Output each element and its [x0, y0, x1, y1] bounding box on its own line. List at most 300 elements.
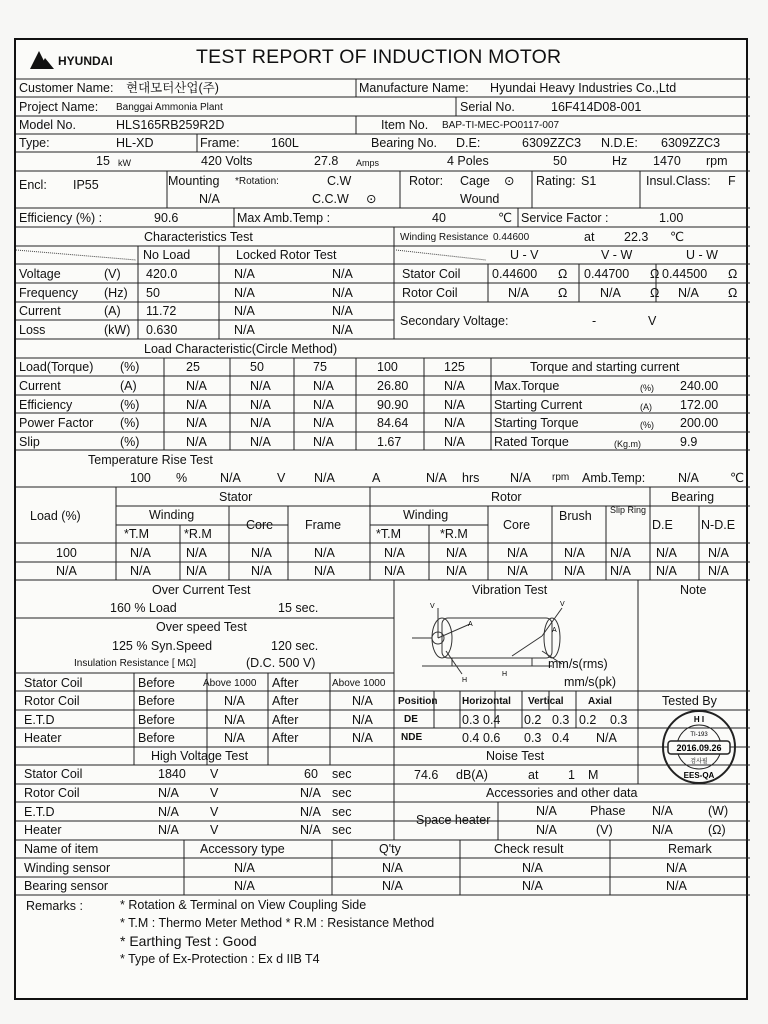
noise-distance-unit: M — [588, 768, 599, 782]
manufacturer-value: Hyundai Heavy Industries Co.,Ltd — [490, 81, 677, 95]
rotor-tm-header: *T.M — [376, 527, 401, 541]
insulation-before-label: Before — [138, 731, 175, 745]
space-heater-cell: N/A — [536, 823, 557, 837]
load-row-label: Slip — [19, 435, 40, 449]
load-cell: 1.67 — [377, 435, 402, 449]
insulation-after-value: N/A — [352, 731, 373, 745]
temp-rise-cell: N/A — [56, 564, 77, 578]
temp-rise-title: Temperature Rise Test — [88, 453, 213, 467]
noise-distance: 1 — [568, 768, 575, 782]
project-value: Banggai Ammonia Plant — [116, 102, 223, 113]
temp-rise-cell: N/A — [656, 564, 677, 578]
vib-position: DE — [404, 714, 418, 725]
load-cell: N/A — [313, 416, 334, 430]
insul-label: Insul.Class: — [646, 174, 711, 188]
vib-value: 0.3 — [552, 713, 570, 727]
temp-rise-line-item: Amb.Temp: — [582, 471, 646, 485]
char-row-unit: (V) — [104, 267, 121, 281]
stamp-date: 2016.09.26 — [676, 743, 722, 753]
stator-winding-header: Winding — [149, 508, 195, 522]
load-cell: N/A — [186, 435, 207, 449]
item-label: Item No. — [381, 118, 429, 132]
model-value: HLS165RB259R2D — [116, 118, 225, 132]
temp-rise-line-item: N/A — [314, 471, 335, 485]
insulation-before-label: Before — [138, 713, 175, 727]
load-cell: N/A — [444, 379, 465, 393]
stator-core-header: Core — [246, 518, 274, 532]
char-row-unit: (A) — [104, 304, 121, 318]
insulation-row-label: Stator Coil — [24, 676, 83, 690]
col-uw: U - W — [686, 248, 718, 262]
model-label: Model No. — [19, 118, 76, 132]
temp-rise-line-item: % — [176, 471, 188, 485]
test-report-sheet — [14, 38, 748, 1000]
high-voltage-title: High Voltage Test — [151, 749, 249, 763]
items-header: Accessory type — [200, 842, 285, 856]
noise-at: at — [528, 768, 539, 782]
col-locked-rotor: Locked Rotor Test — [236, 248, 337, 262]
torque-row-unit: (Kg.m) — [614, 439, 641, 449]
brush-header: Brush — [559, 509, 592, 523]
torque-row-value: 9.9 — [680, 435, 698, 449]
stator-coil-resistance: 0.44700 — [584, 267, 630, 281]
char-noload-value: 11.72 — [146, 304, 177, 318]
inspection-stamp-icon — [660, 708, 738, 786]
rotation-label: *Rotation: — [235, 176, 279, 187]
char-locked-value-1: N/A — [234, 304, 255, 318]
char-row-label: Loss — [19, 323, 46, 337]
insulation-after-value: N/A — [352, 694, 373, 708]
load-row-unit: (%) — [120, 360, 140, 374]
remark-line: * Earthing Test : Good — [120, 933, 257, 949]
load-row-label: Efficiency — [19, 398, 73, 412]
torque-row-value: 172.00 — [680, 398, 719, 412]
service-factor-label: Service Factor : — [521, 211, 609, 225]
temp-rise-cell: N/A — [564, 546, 585, 560]
rotor-label: Rotor: — [409, 174, 444, 188]
load-cell: 25 — [186, 360, 200, 374]
table-grid-lines — [16, 40, 750, 1002]
insulation-after-value: N/A — [352, 713, 373, 727]
temp-rise-line-item: N/A — [678, 471, 699, 485]
remark-line: * Rotation & Terminal on View Coupling Side — [120, 898, 367, 912]
max-amb-value: 40 — [432, 211, 446, 225]
load-row-label: Power Factor — [19, 416, 94, 430]
project-label: Project Name: — [19, 100, 99, 114]
rating-label: Rating: — [536, 174, 576, 188]
stator-coil-resistance: 0.44600 — [492, 267, 538, 281]
de-value: 6309ZZC3 — [522, 136, 582, 150]
temp-rise-line-item: rpm — [552, 472, 570, 483]
type-label: Type: — [19, 136, 50, 150]
hv-voltage-unit: V — [210, 823, 219, 837]
temp-rise-cell: N/A — [507, 564, 528, 578]
hv-voltage: N/A — [158, 786, 179, 800]
rotor-coil-resistance: N/A — [678, 286, 699, 300]
insulation-before-value: N/A — [224, 694, 245, 708]
hv-row-label: E.T.D — [24, 805, 55, 819]
space-heater-cell: N/A — [652, 804, 673, 818]
char-row-unit: (Hz) — [104, 286, 128, 300]
char-noload-value: 420.0 — [146, 267, 178, 281]
serial-label: Serial No. — [460, 100, 515, 114]
insulation-after-label: After — [272, 694, 299, 708]
rotor-coil-resistance: N/A — [508, 286, 529, 300]
char-row-label: Voltage — [19, 267, 61, 281]
insulation-row-label: Rotor Coil — [24, 694, 80, 708]
items-cell: N/A — [382, 861, 403, 875]
rotor-cage: Cage — [460, 174, 490, 188]
hyundai-logo-icon — [28, 49, 56, 71]
vib-value: 0.2 — [524, 713, 542, 727]
vib-col-axial: Axial — [588, 696, 612, 707]
ccw-selected-icon: ⊙ — [366, 192, 377, 206]
insul-value: F — [728, 174, 736, 188]
brand-name: HYUNDAI — [58, 54, 113, 68]
items-cell: N/A — [234, 861, 255, 875]
hz-unit: Hz — [612, 154, 628, 168]
temp-rise-line-item: N/A — [426, 471, 447, 485]
char-locked-value-1: N/A — [234, 267, 255, 281]
load-cell: N/A — [313, 379, 334, 393]
hz-value: 50 — [553, 154, 567, 168]
stator-frame-header: Frame — [305, 518, 342, 532]
insulation-before-label: Before — [138, 676, 175, 690]
stamp-top: H I — [693, 715, 705, 724]
drawing-label-v1: V — [430, 603, 435, 610]
hv-row-label: Stator Coil — [24, 767, 83, 781]
page-title: TEST REPORT OF INDUCTION MOTOR — [196, 46, 562, 68]
tested-by-label: Tested By — [662, 694, 717, 708]
temp-rise-line-item: hrs — [462, 471, 480, 485]
temp-rise-cell: 100 — [56, 546, 77, 560]
insulation-before-value: N/A — [224, 713, 245, 727]
insulation-row-label: E.T.D — [24, 713, 55, 727]
secondary-voltage-value: - — [592, 314, 597, 328]
bearing-nde-header: N-D.E — [701, 518, 736, 532]
serial-value: 16F414D08-001 — [551, 100, 642, 114]
note-label: Note — [680, 583, 707, 597]
vib-col-vertical: Vertical — [528, 696, 564, 707]
insulation-before-value: N/A — [224, 731, 245, 745]
space-heater-cell: Phase — [590, 804, 626, 818]
insulation-before-label: Before — [138, 694, 175, 708]
at-label: at — [584, 230, 595, 244]
temp-rise-cell: N/A — [564, 564, 585, 578]
noise-value: 74.6 — [414, 768, 439, 782]
frame-label: Frame: — [200, 136, 240, 150]
temp-rise-cell: N/A — [186, 546, 207, 560]
vib-value: 0.3 — [462, 713, 480, 727]
vib-value: 0.4 — [462, 731, 480, 745]
temp-rise-cell: N/A — [384, 564, 405, 578]
torque-row-unit: (%) — [640, 420, 654, 430]
torque-title: Torque and starting current — [530, 360, 680, 374]
drawing-label-h2: H — [502, 671, 508, 678]
torque-row-label: Starting Torque — [494, 416, 579, 430]
load-cell: N/A — [444, 398, 465, 412]
drawing-label-h1: H — [462, 677, 468, 684]
over-speed-time: 120 sec. — [271, 639, 319, 653]
load-cell: 100 — [377, 360, 398, 374]
vib-value: 0.4 — [483, 713, 501, 727]
insulation-before-value: Above 1000 — [203, 678, 257, 689]
over-current-title: Over Current Test — [152, 583, 251, 597]
items-cell: N/A — [234, 879, 255, 893]
mounting-value: N/A — [199, 192, 220, 206]
items-cell: Winding sensor — [24, 861, 111, 875]
rating-value: S1 — [581, 174, 597, 188]
vib-col-horizontal: Horizontal — [462, 696, 511, 707]
temp-rise-cell: N/A — [130, 546, 151, 560]
kw-unit: kW — [118, 158, 131, 168]
load-cell: 84.64 — [377, 416, 409, 430]
temp-rise-line-item: N/A — [220, 471, 241, 485]
ohm-unit: Ω — [558, 267, 568, 281]
temp-rise-cell: N/A — [507, 546, 528, 560]
vib-value: N/A — [596, 731, 617, 745]
col-uv: U - V — [510, 248, 539, 262]
efficiency-value: 90.6 — [154, 211, 179, 225]
torque-row-unit: (A) — [640, 402, 652, 412]
de-label: D.E: — [456, 136, 481, 150]
insulation-after-label: After — [272, 676, 299, 690]
ccw-label: C.C.W — [312, 192, 349, 206]
remarks-label: Remarks : — [26, 899, 83, 913]
temp-rise-cell: N/A — [708, 546, 729, 560]
load-row-unit: (%) — [120, 416, 140, 430]
space-heater-cell: (Ω) — [708, 823, 726, 837]
temp-rise-cell: N/A — [610, 564, 631, 578]
poles-value: 4 Poles — [447, 154, 489, 168]
load-cell: N/A — [313, 435, 334, 449]
cw-label: C.W — [327, 174, 352, 188]
load-cell: N/A — [250, 416, 271, 430]
bearing-de-header: D.E — [652, 518, 673, 532]
winding-resistance-label: Winding Resistance — [400, 232, 489, 243]
drawing-label-a2: A — [552, 627, 557, 634]
hv-time: N/A — [300, 805, 321, 819]
rotor-core-header: Core — [503, 518, 531, 532]
vib-value: 0.4 — [552, 731, 570, 745]
space-heater-cell: (V) — [596, 823, 613, 837]
stator-header: Stator — [219, 490, 253, 504]
amps-value: 27.8 — [314, 154, 339, 168]
accessories-title: Accessories and other data — [486, 786, 638, 800]
winding-temp: 22.3 — [624, 230, 649, 244]
temp-rise-line-item: A — [372, 471, 381, 485]
temp-rise-line-item: N/A — [510, 471, 531, 485]
torque-row-label: Max.Torque — [494, 379, 560, 393]
hv-voltage: 1840 — [158, 767, 186, 781]
customer-label: Customer Name: — [19, 81, 114, 95]
char-locked-value-2: N/A — [332, 304, 353, 318]
stamp-bottom: EES-QA — [683, 771, 715, 780]
items-cell: N/A — [666, 861, 687, 875]
rpm-unit: rpm — [706, 154, 728, 168]
hv-time-unit: sec — [332, 786, 352, 800]
load-cell: 75 — [313, 360, 327, 374]
load-cell: N/A — [313, 398, 334, 412]
torque-row-unit: (%) — [640, 383, 654, 393]
char-locked-value-2: N/A — [332, 323, 353, 337]
load-row-unit: (A) — [120, 379, 137, 393]
items-header: Name of item — [24, 842, 99, 856]
temp-rise-cell: N/A — [656, 546, 677, 560]
remark-line: * Type of Ex-Protection : Ex d IIB T4 — [120, 952, 320, 966]
rotor-wound: Wound — [460, 192, 500, 206]
hv-voltage-unit: V — [210, 767, 219, 781]
temp-rise-cell: N/A — [314, 564, 335, 578]
vib-position: NDE — [401, 732, 423, 743]
hv-row-label: Heater — [24, 823, 62, 837]
motor-drawing-icon — [402, 596, 572, 686]
rotor-coil-label: Rotor Coil — [402, 286, 458, 300]
characteristics-title: Characteristics Test — [144, 230, 253, 244]
winding-temp-unit: ℃ — [670, 230, 685, 244]
hv-time: 60 — [304, 767, 318, 781]
hv-time: N/A — [300, 786, 321, 800]
hv-time: N/A — [300, 823, 321, 837]
insulation-after-label: After — [272, 731, 299, 745]
type-value: HL-XD — [116, 136, 154, 150]
items-cell: N/A — [522, 879, 543, 893]
load-row-label: Load(Torque) — [19, 360, 94, 374]
load-characteristic-title: Load Characteristic(Circle Method) — [144, 342, 338, 356]
vib-value: 0.6 — [483, 731, 501, 745]
items-header: Check result — [494, 842, 564, 856]
hv-time-unit: sec — [332, 805, 352, 819]
mounting-label: Mounting — [168, 174, 220, 188]
temp-rise-cell: N/A — [446, 546, 467, 560]
load-cell: N/A — [186, 379, 207, 393]
stator-coil-label: Stator Coil — [402, 267, 461, 281]
customer-value: 현대모터산업(주) — [126, 81, 219, 95]
rotor-coil-resistance: N/A — [600, 286, 621, 300]
load-cell: 125 — [444, 360, 465, 374]
rotor-header: Rotor — [491, 490, 522, 504]
ohm-unit: Ω — [650, 267, 660, 281]
temp-rise-line-item: 100 — [130, 471, 151, 485]
col-vw: V - W — [601, 248, 633, 262]
load-row-label: Current — [19, 379, 61, 393]
torque-row-label: Starting Current — [494, 398, 583, 412]
load-cell: N/A — [250, 435, 271, 449]
over-current-time: 15 sec. — [278, 601, 319, 615]
char-locked-value-2: N/A — [332, 286, 353, 300]
secondary-voltage-unit: V — [648, 314, 657, 328]
hv-time-unit: sec — [332, 823, 352, 837]
hv-time-unit: sec — [332, 767, 352, 781]
drawing-label-a1: A — [468, 621, 473, 628]
rpm-value: 1470 — [653, 154, 681, 168]
secondary-voltage-label: Secondary Voltage: — [400, 314, 509, 328]
torque-row-value: 200.00 — [680, 416, 719, 430]
insulation-after-label: After — [272, 713, 299, 727]
insulation-title: Insulation Resistance [ MΩ] — [74, 658, 196, 669]
volts-value: 420 Volts — [201, 154, 253, 168]
load-row-unit: (%) — [120, 398, 140, 412]
insulation-dc: (D.C. 500 V) — [246, 656, 316, 670]
nde-value: 6309ZZC3 — [661, 136, 721, 150]
ohm-unit: Ω — [558, 286, 568, 300]
encl-value: IP55 — [73, 178, 99, 192]
encl-label: Encl: — [19, 178, 47, 192]
over-speed-title: Over speed Test — [156, 620, 247, 634]
items-header: Q'ty — [379, 842, 401, 856]
vibration-rms-unit: mm/s(rms) — [548, 657, 608, 671]
space-heater-label: Space heater — [416, 813, 491, 827]
items-cell: N/A — [522, 861, 543, 875]
temp-rise-cell: N/A — [384, 546, 405, 560]
char-locked-value-1: N/A — [234, 323, 255, 337]
noise-unit: dB(A) — [456, 768, 488, 782]
temp-rise-cell: N/A — [186, 564, 207, 578]
space-heater-cell: (W) — [708, 804, 729, 818]
torque-row-value: 240.00 — [680, 379, 719, 393]
load-cell: N/A — [186, 398, 207, 412]
char-noload-value: 0.630 — [146, 323, 178, 337]
vib-value: 0.3 — [610, 713, 628, 727]
char-noload-value: 50 — [146, 286, 160, 300]
load-cell: N/A — [444, 416, 465, 430]
bearing-label: Bearing No. — [371, 136, 438, 150]
hv-voltage: N/A — [158, 805, 179, 819]
col-no-load: No Load — [143, 248, 191, 262]
over-speed-value: 125 % Syn.Speed — [112, 639, 213, 653]
hv-row-label: Rotor Coil — [24, 786, 80, 800]
manufacturer-label: Manufacture Name: — [359, 81, 469, 95]
char-locked-value-2: N/A — [332, 267, 353, 281]
temp-rise-cell: N/A — [708, 564, 729, 578]
space-heater-cell: N/A — [536, 804, 557, 818]
bearing-header: Bearing — [671, 490, 715, 504]
rotor-rm-header: *R.M — [440, 527, 468, 541]
hv-voltage-unit: V — [210, 786, 219, 800]
service-factor-value: 1.00 — [659, 211, 684, 225]
load-cell: N/A — [444, 435, 465, 449]
hv-voltage-unit: V — [210, 805, 219, 819]
items-cell: N/A — [666, 879, 687, 893]
items-cell: N/A — [382, 879, 403, 893]
ohm-unit: Ω — [728, 286, 738, 300]
load-cell: 50 — [250, 360, 264, 374]
noise-title: Noise Test — [486, 749, 545, 763]
temp-rise-cell: N/A — [251, 546, 272, 560]
temp-rise-cell: N/A — [130, 564, 151, 578]
stamp-small: 검사필 — [690, 759, 708, 765]
stator-rm-header: *R.M — [184, 527, 212, 541]
torque-row-label: Rated Torque — [494, 435, 569, 449]
temp-rise-cell: N/A — [314, 546, 335, 560]
vib-col-position: Position — [398, 696, 438, 707]
max-amb-unit: ℃ — [498, 211, 513, 225]
items-cell: Bearing sensor — [24, 879, 109, 893]
char-row-label: Current — [19, 304, 61, 318]
temp-rise-cell: N/A — [446, 564, 467, 578]
load-cell: 26.80 — [377, 379, 409, 393]
load-pct-header: Load (%) — [30, 509, 81, 523]
stator-coil-resistance: 0.44500 — [662, 267, 708, 281]
load-cell: N/A — [250, 398, 271, 412]
load-cell: N/A — [250, 379, 271, 393]
frame-value: 160L — [271, 136, 299, 150]
max-amb-label: Max Amb.Temp : — [237, 211, 331, 225]
vib-value: 0.2 — [579, 713, 597, 727]
cage-selected-icon: ⊙ — [504, 174, 515, 188]
char-row-unit: (kW) — [104, 323, 131, 337]
stator-tm-header: *T.M — [124, 527, 149, 541]
